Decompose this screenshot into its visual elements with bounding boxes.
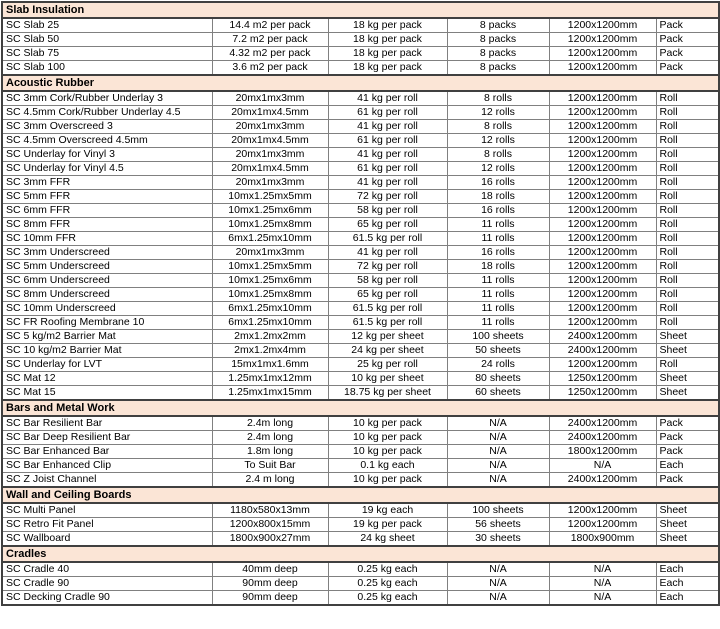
sheet-size-cell: 1200x1200mm (549, 218, 656, 232)
sheet-size-cell: 1800x1200mm (549, 445, 656, 459)
product-cell: SC 6mm Underscreed (2, 274, 212, 288)
weight-cell: 0.25 kg each (328, 562, 447, 577)
pack-size-cell: 20mx1mx3mm (212, 91, 328, 106)
quantity-cell: N/A (447, 562, 549, 577)
product-cell: SC Z Joist Channel (2, 473, 212, 488)
unit-cell: Roll (656, 302, 719, 316)
section-header-row (2, 75, 719, 91)
unit-cell: Sheet (656, 386, 719, 401)
product-cell: SC FR Roofing Membrane 10 (2, 316, 212, 330)
weight-cell: 61.5 kg per roll (328, 316, 447, 330)
sheet-size-cell: 1800x900mm (549, 532, 656, 547)
sheet-size-cell: 1250x1200mm (549, 386, 656, 401)
product-cell: SC Bar Enhanced Clip (2, 459, 212, 473)
pack-size-cell: 20mx1mx3mm (212, 246, 328, 260)
quantity-cell: N/A (447, 473, 549, 488)
sheet-size-cell: N/A (549, 577, 656, 591)
section-header-row (2, 400, 719, 416)
product-row (2, 591, 719, 606)
unit-cell: Roll (656, 232, 719, 246)
weight-cell: 0.25 kg each (328, 577, 447, 591)
unit-cell: Roll (656, 176, 719, 190)
product-row (2, 358, 719, 372)
product-spec-table (1, 1, 720, 606)
pack-size-cell: 7.2 m2 per pack (212, 33, 328, 47)
product-row (2, 33, 719, 47)
product-cell: SC Bar Deep Resilient Bar (2, 431, 212, 445)
pack-size-cell: 1180x580x13mm (212, 503, 328, 518)
weight-cell: 72 kg per roll (328, 260, 447, 274)
unit-cell: Sheet (656, 518, 719, 532)
pack-size-cell: 20mx1mx4.5mm (212, 134, 328, 148)
section-title: Slab Insulation (2, 2, 719, 18)
sheet-size-cell: 1200x1200mm (549, 260, 656, 274)
pack-size-cell: 10mx1.25mx6mm (212, 204, 328, 218)
unit-cell: Roll (656, 148, 719, 162)
product-row (2, 162, 719, 176)
product-row (2, 330, 719, 344)
pack-size-cell: 10mx1.25mx5mm (212, 190, 328, 204)
sheet-size-cell: 1200x1200mm (549, 204, 656, 218)
pack-size-cell: 90mm deep (212, 591, 328, 606)
quantity-cell: 50 sheets (447, 344, 549, 358)
section-header-row (2, 546, 719, 562)
unit-cell: Roll (656, 162, 719, 176)
quantity-cell: 8 packs (447, 18, 549, 33)
weight-cell: 18 kg per pack (328, 18, 447, 33)
quantity-cell: 100 sheets (447, 330, 549, 344)
pack-size-cell: 40mm deep (212, 562, 328, 577)
pack-size-cell: 20mx1mx3mm (212, 148, 328, 162)
quantity-cell: N/A (447, 591, 549, 606)
sheet-size-cell: N/A (549, 459, 656, 473)
sheet-size-cell: 1200x1200mm (549, 503, 656, 518)
pack-size-cell: 20mx1mx3mm (212, 176, 328, 190)
product-table-body (2, 2, 719, 605)
quantity-cell: 60 sheets (447, 386, 549, 401)
weight-cell: 0.25 kg each (328, 591, 447, 606)
product-cell: SC 5 kg/m2 Barrier Mat (2, 330, 212, 344)
sheet-size-cell: 1250x1200mm (549, 372, 656, 386)
quantity-cell: 8 packs (447, 61, 549, 76)
product-cell: SC 5mm FFR (2, 190, 212, 204)
weight-cell: 24 kg per sheet (328, 344, 447, 358)
product-cell: SC 10 kg/m2 Barrier Mat (2, 344, 212, 358)
product-row (2, 218, 719, 232)
product-row (2, 18, 719, 33)
quantity-cell: 16 rolls (447, 204, 549, 218)
section-title: Wall and Ceiling Boards (2, 487, 719, 503)
product-cell: SC 8mm Underscreed (2, 288, 212, 302)
product-cell: SC 10mm Underscreed (2, 302, 212, 316)
product-row (2, 61, 719, 76)
product-cell: SC Cradle 90 (2, 577, 212, 591)
product-cell: SC Slab 75 (2, 47, 212, 61)
product-cell: SC 3mm Underscreed (2, 246, 212, 260)
weight-cell: 65 kg per roll (328, 288, 447, 302)
product-cell: SC 4.5mm Overscreed 4.5mm (2, 134, 212, 148)
weight-cell: 41 kg per roll (328, 91, 447, 106)
quantity-cell: N/A (447, 431, 549, 445)
product-row (2, 459, 719, 473)
sheet-size-cell: 1200x1200mm (549, 148, 656, 162)
quantity-cell: 80 sheets (447, 372, 549, 386)
weight-cell: 18 kg per pack (328, 33, 447, 47)
quantity-cell: N/A (447, 445, 549, 459)
weight-cell: 41 kg per roll (328, 148, 447, 162)
quantity-cell: 8 rolls (447, 148, 549, 162)
unit-cell: Roll (656, 288, 719, 302)
pack-size-cell: 2.4 m long (212, 473, 328, 488)
weight-cell: 61.5 kg per roll (328, 302, 447, 316)
unit-cell: Pack (656, 61, 719, 76)
pack-size-cell: 1.8m long (212, 445, 328, 459)
weight-cell: 25 kg per roll (328, 358, 447, 372)
sheet-size-cell: 1200x1200mm (549, 274, 656, 288)
sheet-size-cell: 2400x1200mm (549, 431, 656, 445)
pack-size-cell: 1200x800x15mm (212, 518, 328, 532)
quantity-cell: 56 sheets (447, 518, 549, 532)
product-cell: SC Decking Cradle 90 (2, 591, 212, 606)
quantity-cell: 12 rolls (447, 106, 549, 120)
sheet-size-cell: 1200x1200mm (549, 120, 656, 134)
product-row (2, 473, 719, 488)
quantity-cell: 11 rolls (447, 218, 549, 232)
weight-cell: 0.1 kg each (328, 459, 447, 473)
weight-cell: 12 kg per sheet (328, 330, 447, 344)
pack-size-cell: 10mx1.25mx8mm (212, 218, 328, 232)
sheet-size-cell: 1200x1200mm (549, 18, 656, 33)
product-cell: SC Multi Panel (2, 503, 212, 518)
product-row (2, 445, 719, 459)
weight-cell: 10 kg per pack (328, 473, 447, 488)
sheet-size-cell: 1200x1200mm (549, 316, 656, 330)
sheet-size-cell: 1200x1200mm (549, 518, 656, 532)
product-cell: SC Underlay for Vinyl 3 (2, 148, 212, 162)
product-cell: SC 4.5mm Cork/Rubber Underlay 4.5 (2, 106, 212, 120)
quantity-cell: 12 rolls (447, 134, 549, 148)
unit-cell: Roll (656, 190, 719, 204)
quantity-cell: 24 rolls (447, 358, 549, 372)
quantity-cell: 8 rolls (447, 91, 549, 106)
pack-size-cell: 2mx1.2mx2mm (212, 330, 328, 344)
weight-cell: 19 kg per pack (328, 518, 447, 532)
unit-cell: Roll (656, 91, 719, 106)
product-row (2, 431, 719, 445)
quantity-cell: N/A (447, 577, 549, 591)
product-cell: SC Mat 12 (2, 372, 212, 386)
weight-cell: 10 kg per pack (328, 416, 447, 431)
product-row (2, 577, 719, 591)
quantity-cell: 8 packs (447, 47, 549, 61)
weight-cell: 10 kg per pack (328, 431, 447, 445)
product-cell: SC Underlay for LVT (2, 358, 212, 372)
unit-cell: Sheet (656, 330, 719, 344)
unit-cell: Each (656, 562, 719, 577)
sheet-size-cell: 1200x1200mm (549, 134, 656, 148)
pack-size-cell: 3.6 m2 per pack (212, 61, 328, 76)
unit-cell: Each (656, 577, 719, 591)
pack-size-cell: 6mx1.25mx10mm (212, 232, 328, 246)
product-row (2, 148, 719, 162)
unit-cell: Roll (656, 316, 719, 330)
product-cell: SC Slab 50 (2, 33, 212, 47)
product-row (2, 518, 719, 532)
product-cell: SC 3mm Overscreed 3 (2, 120, 212, 134)
quantity-cell: 18 rolls (447, 260, 549, 274)
weight-cell: 61 kg per roll (328, 106, 447, 120)
unit-cell: Pack (656, 445, 719, 459)
unit-cell: Pack (656, 33, 719, 47)
weight-cell: 41 kg per roll (328, 176, 447, 190)
product-row (2, 562, 719, 577)
pack-size-cell: 14.4 m2 per pack (212, 18, 328, 33)
product-row (2, 91, 719, 106)
quantity-cell: 18 rolls (447, 190, 549, 204)
sheet-size-cell: 1200x1200mm (549, 176, 656, 190)
unit-cell: Pack (656, 47, 719, 61)
product-cell: SC Slab 25 (2, 18, 212, 33)
weight-cell: 41 kg per roll (328, 246, 447, 260)
sheet-size-cell: 1200x1200mm (549, 106, 656, 120)
section-title: Acoustic Rubber (2, 75, 719, 91)
sheet-size-cell: 1200x1200mm (549, 33, 656, 47)
pack-size-cell: 20mx1mx4.5mm (212, 106, 328, 120)
pack-size-cell: 10mx1.25mx6mm (212, 274, 328, 288)
product-cell: SC 3mm Cork/Rubber Underlay 3 (2, 91, 212, 106)
product-row (2, 372, 719, 386)
weight-cell: 10 kg per pack (328, 445, 447, 459)
sheet-size-cell: 1200x1200mm (549, 246, 656, 260)
product-row (2, 416, 719, 431)
unit-cell: Roll (656, 218, 719, 232)
weight-cell: 19 kg each (328, 503, 447, 518)
quantity-cell: 100 sheets (447, 503, 549, 518)
pack-size-cell: 6mx1.25mx10mm (212, 316, 328, 330)
unit-cell: Roll (656, 358, 719, 372)
sheet-size-cell: 1200x1200mm (549, 47, 656, 61)
unit-cell: Roll (656, 246, 719, 260)
unit-cell: Each (656, 459, 719, 473)
pack-size-cell: 2.4m long (212, 416, 328, 431)
product-cell: SC 6mm FFR (2, 204, 212, 218)
weight-cell: 58 kg per roll (328, 274, 447, 288)
weight-cell: 65 kg per roll (328, 218, 447, 232)
sheet-size-cell: 1200x1200mm (549, 358, 656, 372)
section-header-row (2, 487, 719, 503)
pack-size-cell: 4.32 m2 per pack (212, 47, 328, 61)
sheet-size-cell: 1200x1200mm (549, 91, 656, 106)
sheet-size-cell: 1200x1200mm (549, 288, 656, 302)
unit-cell: Sheet (656, 503, 719, 518)
quantity-cell: 11 rolls (447, 316, 549, 330)
unit-cell: Roll (656, 106, 719, 120)
weight-cell: 61 kg per roll (328, 162, 447, 176)
product-row (2, 274, 719, 288)
weight-cell: 10 kg per sheet (328, 372, 447, 386)
product-cell: SC 5mm Underscreed (2, 260, 212, 274)
weight-cell: 58 kg per roll (328, 204, 447, 218)
pack-size-cell: 6mx1.25mx10mm (212, 302, 328, 316)
product-cell: SC 10mm FFR (2, 232, 212, 246)
product-cell: SC Bar Enhanced Bar (2, 445, 212, 459)
product-cell: SC Retro Fit Panel (2, 518, 212, 532)
quantity-cell: N/A (447, 459, 549, 473)
product-row (2, 190, 719, 204)
quantity-cell: 11 rolls (447, 274, 549, 288)
quantity-cell: 11 rolls (447, 288, 549, 302)
product-row (2, 176, 719, 190)
product-cell: SC 3mm FFR (2, 176, 212, 190)
product-row (2, 386, 719, 401)
pack-size-cell: 15mx1mx1.6mm (212, 358, 328, 372)
quantity-cell: 12 rolls (447, 162, 549, 176)
unit-cell: Sheet (656, 344, 719, 358)
unit-cell: Sheet (656, 372, 719, 386)
weight-cell: 41 kg per roll (328, 120, 447, 134)
sheet-size-cell: 1200x1200mm (549, 162, 656, 176)
unit-cell: Roll (656, 274, 719, 288)
sheet-size-cell: 1200x1200mm (549, 302, 656, 316)
product-cell: SC Mat 15 (2, 386, 212, 401)
pack-size-cell: 1800x900x27mm (212, 532, 328, 547)
weight-cell: 72 kg per roll (328, 190, 447, 204)
product-row (2, 503, 719, 518)
pack-size-cell: 10mx1.25mx8mm (212, 288, 328, 302)
quantity-cell: 16 rolls (447, 246, 549, 260)
unit-cell: Pack (656, 416, 719, 431)
sheet-size-cell: 2400x1200mm (549, 344, 656, 358)
quantity-cell: 16 rolls (447, 176, 549, 190)
sheet-size-cell: 1200x1200mm (549, 61, 656, 76)
unit-cell: Pack (656, 473, 719, 488)
sheet-size-cell: N/A (549, 591, 656, 606)
product-row (2, 47, 719, 61)
product-row (2, 106, 719, 120)
quantity-cell: 8 rolls (447, 120, 549, 134)
unit-cell: Roll (656, 134, 719, 148)
pack-size-cell: 2mx1.2mx4mm (212, 344, 328, 358)
product-cell: SC Wallboard (2, 532, 212, 547)
unit-cell: Roll (656, 260, 719, 274)
product-cell: SC 8mm FFR (2, 218, 212, 232)
sheet-size-cell: 2400x1200mm (549, 416, 656, 431)
pack-size-cell: 90mm deep (212, 577, 328, 591)
sheet-size-cell: 1200x1200mm (549, 190, 656, 204)
weight-cell: 18 kg per pack (328, 61, 447, 76)
quantity-cell: 11 rolls (447, 232, 549, 246)
product-cell: SC Bar Resilient Bar (2, 416, 212, 431)
weight-cell: 61 kg per roll (328, 134, 447, 148)
section-title: Bars and Metal Work (2, 400, 719, 416)
product-row (2, 288, 719, 302)
product-row (2, 532, 719, 547)
product-row (2, 260, 719, 274)
weight-cell: 18.75 kg per sheet (328, 386, 447, 401)
unit-cell: Roll (656, 204, 719, 218)
weight-cell: 18 kg per pack (328, 47, 447, 61)
sheet-size-cell: 1200x1200mm (549, 232, 656, 246)
pack-size-cell: 10mx1.25mx5mm (212, 260, 328, 274)
product-cell: SC Underlay for Vinyl 4.5 (2, 162, 212, 176)
product-row (2, 204, 719, 218)
product-row (2, 232, 719, 246)
pack-size-cell: 2.4m long (212, 431, 328, 445)
weight-cell: 61.5 kg per roll (328, 232, 447, 246)
pack-size-cell: 1.25mx1mx15mm (212, 386, 328, 401)
product-row (2, 316, 719, 330)
sheet-size-cell: N/A (549, 562, 656, 577)
unit-cell: Sheet (656, 532, 719, 547)
quantity-cell: 8 packs (447, 33, 549, 47)
product-cell: SC Cradle 40 (2, 562, 212, 577)
sheet-size-cell: 2400x1200mm (549, 330, 656, 344)
product-row (2, 134, 719, 148)
product-row (2, 120, 719, 134)
quantity-cell: 30 sheets (447, 532, 549, 547)
pack-size-cell: 20mx1mx4.5mm (212, 162, 328, 176)
product-row (2, 344, 719, 358)
quantity-cell: N/A (447, 416, 549, 431)
product-row (2, 246, 719, 260)
unit-cell: Roll (656, 120, 719, 134)
section-header-row (2, 2, 719, 18)
pack-size-cell: 20mx1mx3mm (212, 120, 328, 134)
product-row (2, 302, 719, 316)
weight-cell: 24 kg sheet (328, 532, 447, 547)
section-title: Cradles (2, 546, 719, 562)
unit-cell: Pack (656, 431, 719, 445)
unit-cell: Each (656, 591, 719, 606)
product-cell: SC Slab 100 (2, 61, 212, 76)
quantity-cell: 11 rolls (447, 302, 549, 316)
pack-size-cell: 1.25mx1mx12mm (212, 372, 328, 386)
pack-size-cell: To Suit Bar (212, 459, 328, 473)
sheet-size-cell: 2400x1200mm (549, 473, 656, 488)
unit-cell: Pack (656, 18, 719, 33)
